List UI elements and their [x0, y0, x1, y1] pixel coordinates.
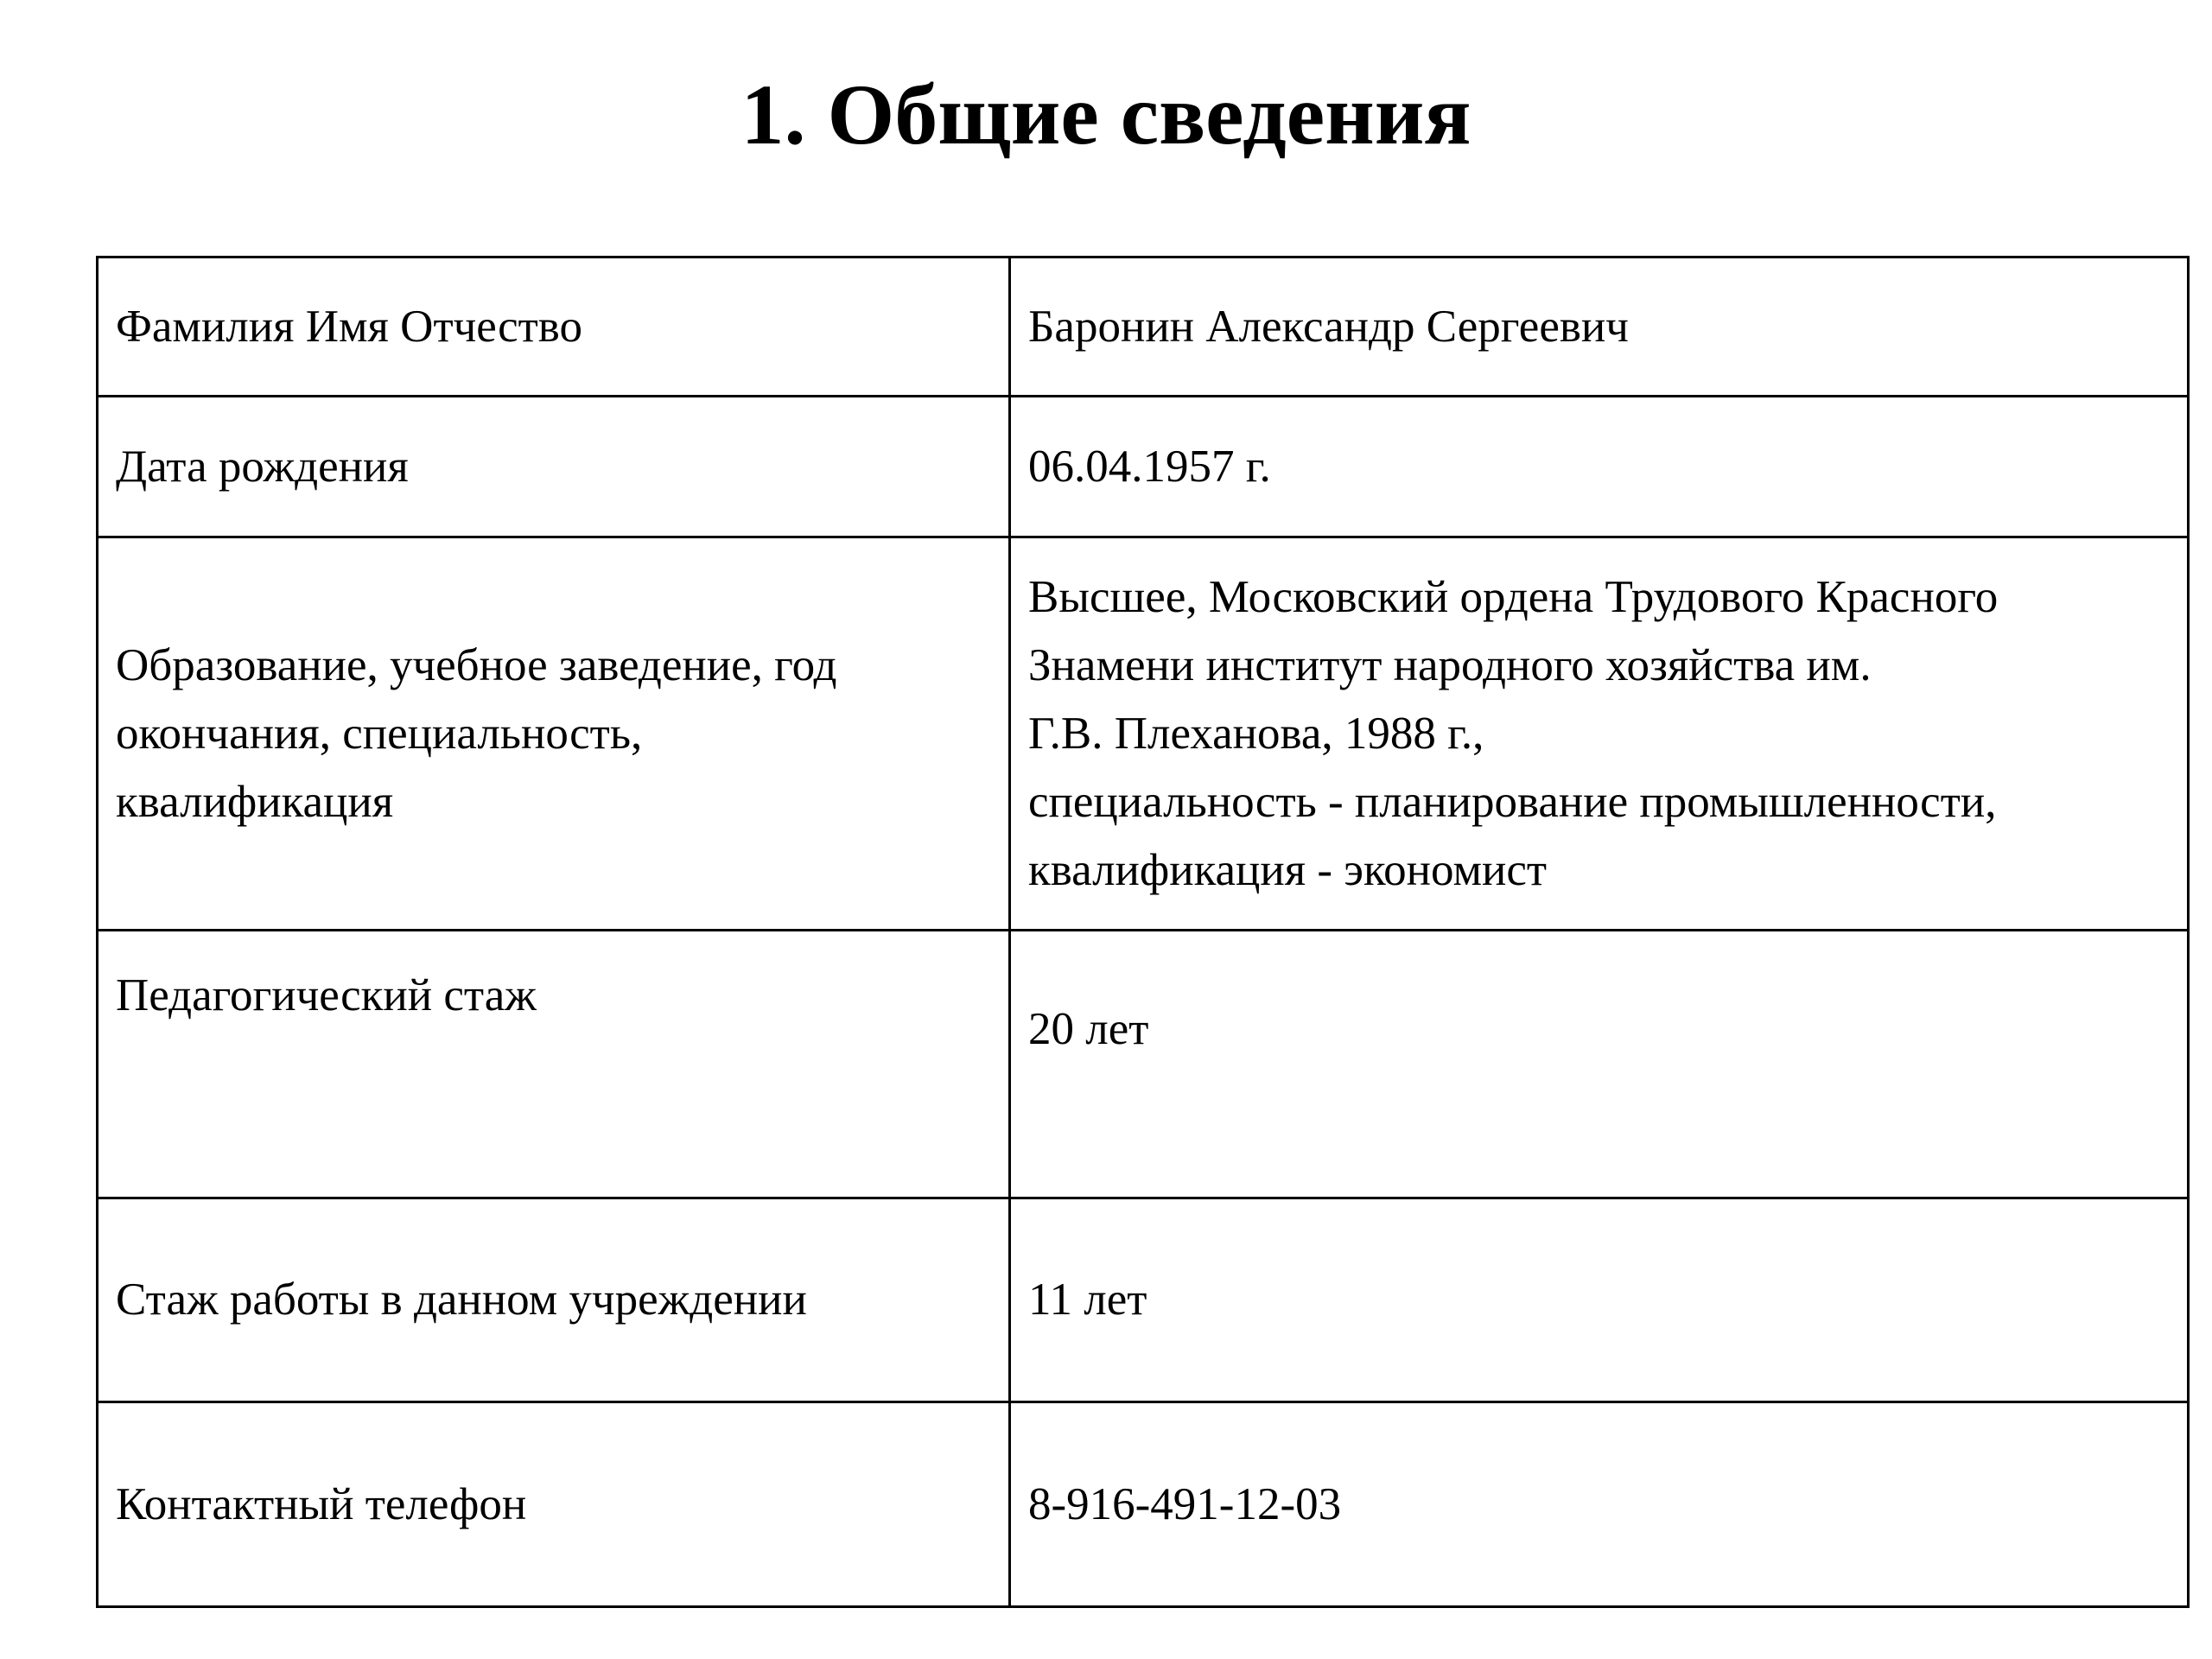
table-row-institution-experience: [98, 1198, 2189, 1402]
education-label-line: окончания, специальность,: [116, 708, 643, 759]
table-row-contact-phone: [98, 1402, 2189, 1607]
full-name-label: Фамилия Имя Отчество: [98, 257, 1010, 397]
teaching-experience-value: 20 лет: [1010, 931, 2189, 1198]
education-label-line: Образование, учебное заведение, год: [116, 639, 837, 690]
education-label-line: квалификация: [116, 776, 394, 827]
institution-experience-label: Стаж работы в данном учреждении: [98, 1198, 1010, 1402]
general-info-table: [96, 256, 2190, 1608]
education-value-line: квалификация - экономист: [1028, 844, 1548, 895]
education-value-line: Г.В. Плеханова, 1988 г.,: [1028, 708, 1484, 759]
education-value-line: Высшее, Московский ордена Трудового Красного: [1028, 571, 1999, 622]
education-value-line: специальность - планирование промышленности,: [1028, 776, 1997, 827]
table-row-birth-date: [98, 397, 2189, 537]
birth-date-value: 06.04.1957 г.: [1010, 397, 2189, 537]
education-value-line: Знамени институт народного хозяйства им.: [1028, 639, 1872, 690]
contact-phone-value: 8-916-491-12-03: [1010, 1402, 2189, 1607]
full-name-value: Баронин Александр Сергеевич: [1010, 257, 2189, 397]
table-row-teaching-experience: [98, 931, 2189, 1198]
education-value: [1010, 537, 2189, 931]
contact-phone-label: Контактный телефон: [98, 1402, 1010, 1607]
birth-date-label: Дата рождения: [98, 397, 1010, 537]
institution-experience-value: 11 лет: [1010, 1198, 2189, 1402]
table-row-education: [98, 537, 2189, 931]
education-label: [98, 537, 1010, 931]
table-row-full-name: [98, 257, 2189, 397]
teaching-experience-label: Педагогический стаж: [98, 931, 1010, 1198]
page-title: 1. Общие сведения: [741, 67, 1471, 162]
